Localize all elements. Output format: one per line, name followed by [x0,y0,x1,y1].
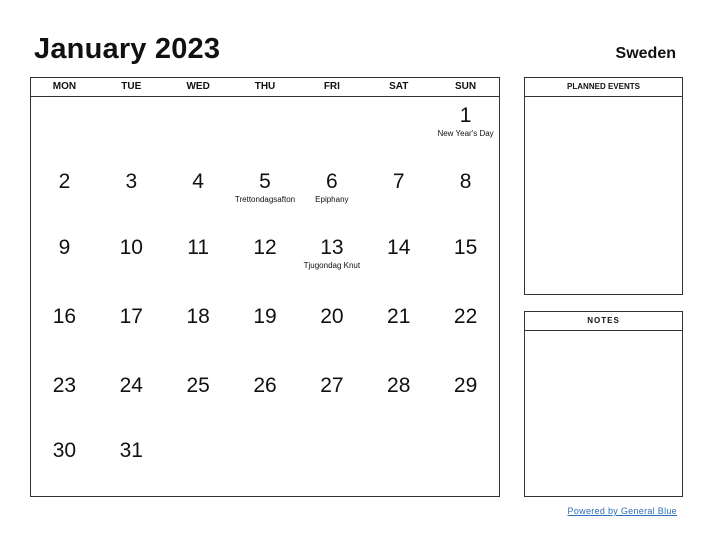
day-cell [98,229,165,298]
weekday-label: SAT [389,81,409,92]
day-number: 6 [326,170,338,193]
day-cell [365,97,432,163]
notes-heading: NOTES [525,312,682,331]
day-cell [298,298,365,367]
day-cell [165,97,232,163]
day-number: 26 [253,374,277,397]
day-number: 14 [387,236,411,259]
day-cell [98,367,165,432]
day-number: 27 [320,374,344,397]
day-cell [232,229,299,298]
day-number: 16 [52,305,77,328]
day-number: 24 [119,374,143,397]
page-title: January 2023 [34,33,221,65]
day-cell [98,163,165,229]
calendar-weeks [31,97,499,497]
day-cell [365,298,432,367]
country-label: Sweden [615,45,676,62]
day-cell [165,298,232,367]
day-cell [165,229,232,298]
day-number: 28 [387,374,411,397]
day-cell [432,163,499,229]
day-cell [298,97,365,163]
day-number: 31 [119,439,143,462]
day-cell [232,367,299,432]
day-cell [31,298,98,367]
day-number: 29 [453,374,478,397]
day-cell [232,97,299,163]
day-cell [31,163,98,229]
day-number: 17 [119,305,143,328]
day-number: 1 [459,104,472,127]
day-number: 25 [186,374,210,397]
day-number: 18 [186,305,210,328]
week-row [31,97,499,163]
holiday-label: New Year's Day [437,129,494,138]
day-cell [365,432,432,497]
week-row [31,432,499,497]
weekday-label: THU [254,81,276,92]
day-cell [31,432,98,497]
day-cell [31,367,98,432]
day-cell [232,163,299,229]
day-number: 4 [192,170,204,193]
day-number: 9 [58,236,71,259]
week-row [31,367,499,432]
day-cell [31,97,98,163]
day-number: 21 [387,305,411,328]
day-number: 30 [52,439,77,462]
day-cell [165,163,232,229]
planned-events-heading: PLANNED EVENTS [525,78,682,97]
day-cell [298,229,365,298]
weekday-label: SUN [455,81,477,92]
holiday-label: Epiphany [315,195,349,204]
day-cell [165,367,232,432]
day-cell [298,432,365,497]
week-row [31,229,499,298]
day-number: 8 [459,170,472,193]
day-number: 12 [253,236,277,259]
day-cell [98,298,165,367]
week-row [31,163,499,229]
day-cell [432,298,499,367]
day-number: 19 [253,305,277,328]
holiday-label: Tjugondag Knut [303,261,361,270]
day-number: 10 [119,236,143,259]
day-number: 7 [392,170,405,193]
day-number: 2 [58,170,71,193]
day-number: 22 [453,305,478,328]
day-number: 15 [453,236,478,259]
holiday-label: Trettondagsafton [234,195,296,204]
day-cell [432,432,499,497]
weekday-label: WED [186,81,210,92]
day-cell [298,163,365,229]
day-cell [98,97,165,163]
weekday-header [31,78,499,97]
weekday-label: MON [52,81,77,92]
weekday-label: FRI [323,81,340,92]
day-cell [365,163,432,229]
day-number: 13 [320,236,344,259]
day-cell [31,229,98,298]
day-number: 11 [187,236,210,259]
day-number: 3 [125,170,138,193]
day-number: 5 [259,170,271,193]
day-cell [298,367,365,432]
day-cell [365,229,432,298]
day-number: 23 [52,374,77,397]
day-cell [232,432,299,497]
day-cell [432,97,499,163]
day-number: 20 [320,305,344,328]
powered-by-link[interactable]: Powered by General Blue [567,506,677,516]
day-cell [432,229,499,298]
week-row [31,298,499,367]
calendar-grid [30,77,500,497]
notes-panel [524,311,683,497]
day-cell [165,432,232,497]
day-cell [98,432,165,497]
day-cell [432,367,499,432]
planned-events-panel [524,77,683,295]
day-cell [365,367,432,432]
day-cell [232,298,299,367]
weekday-label: TUE [121,81,142,92]
